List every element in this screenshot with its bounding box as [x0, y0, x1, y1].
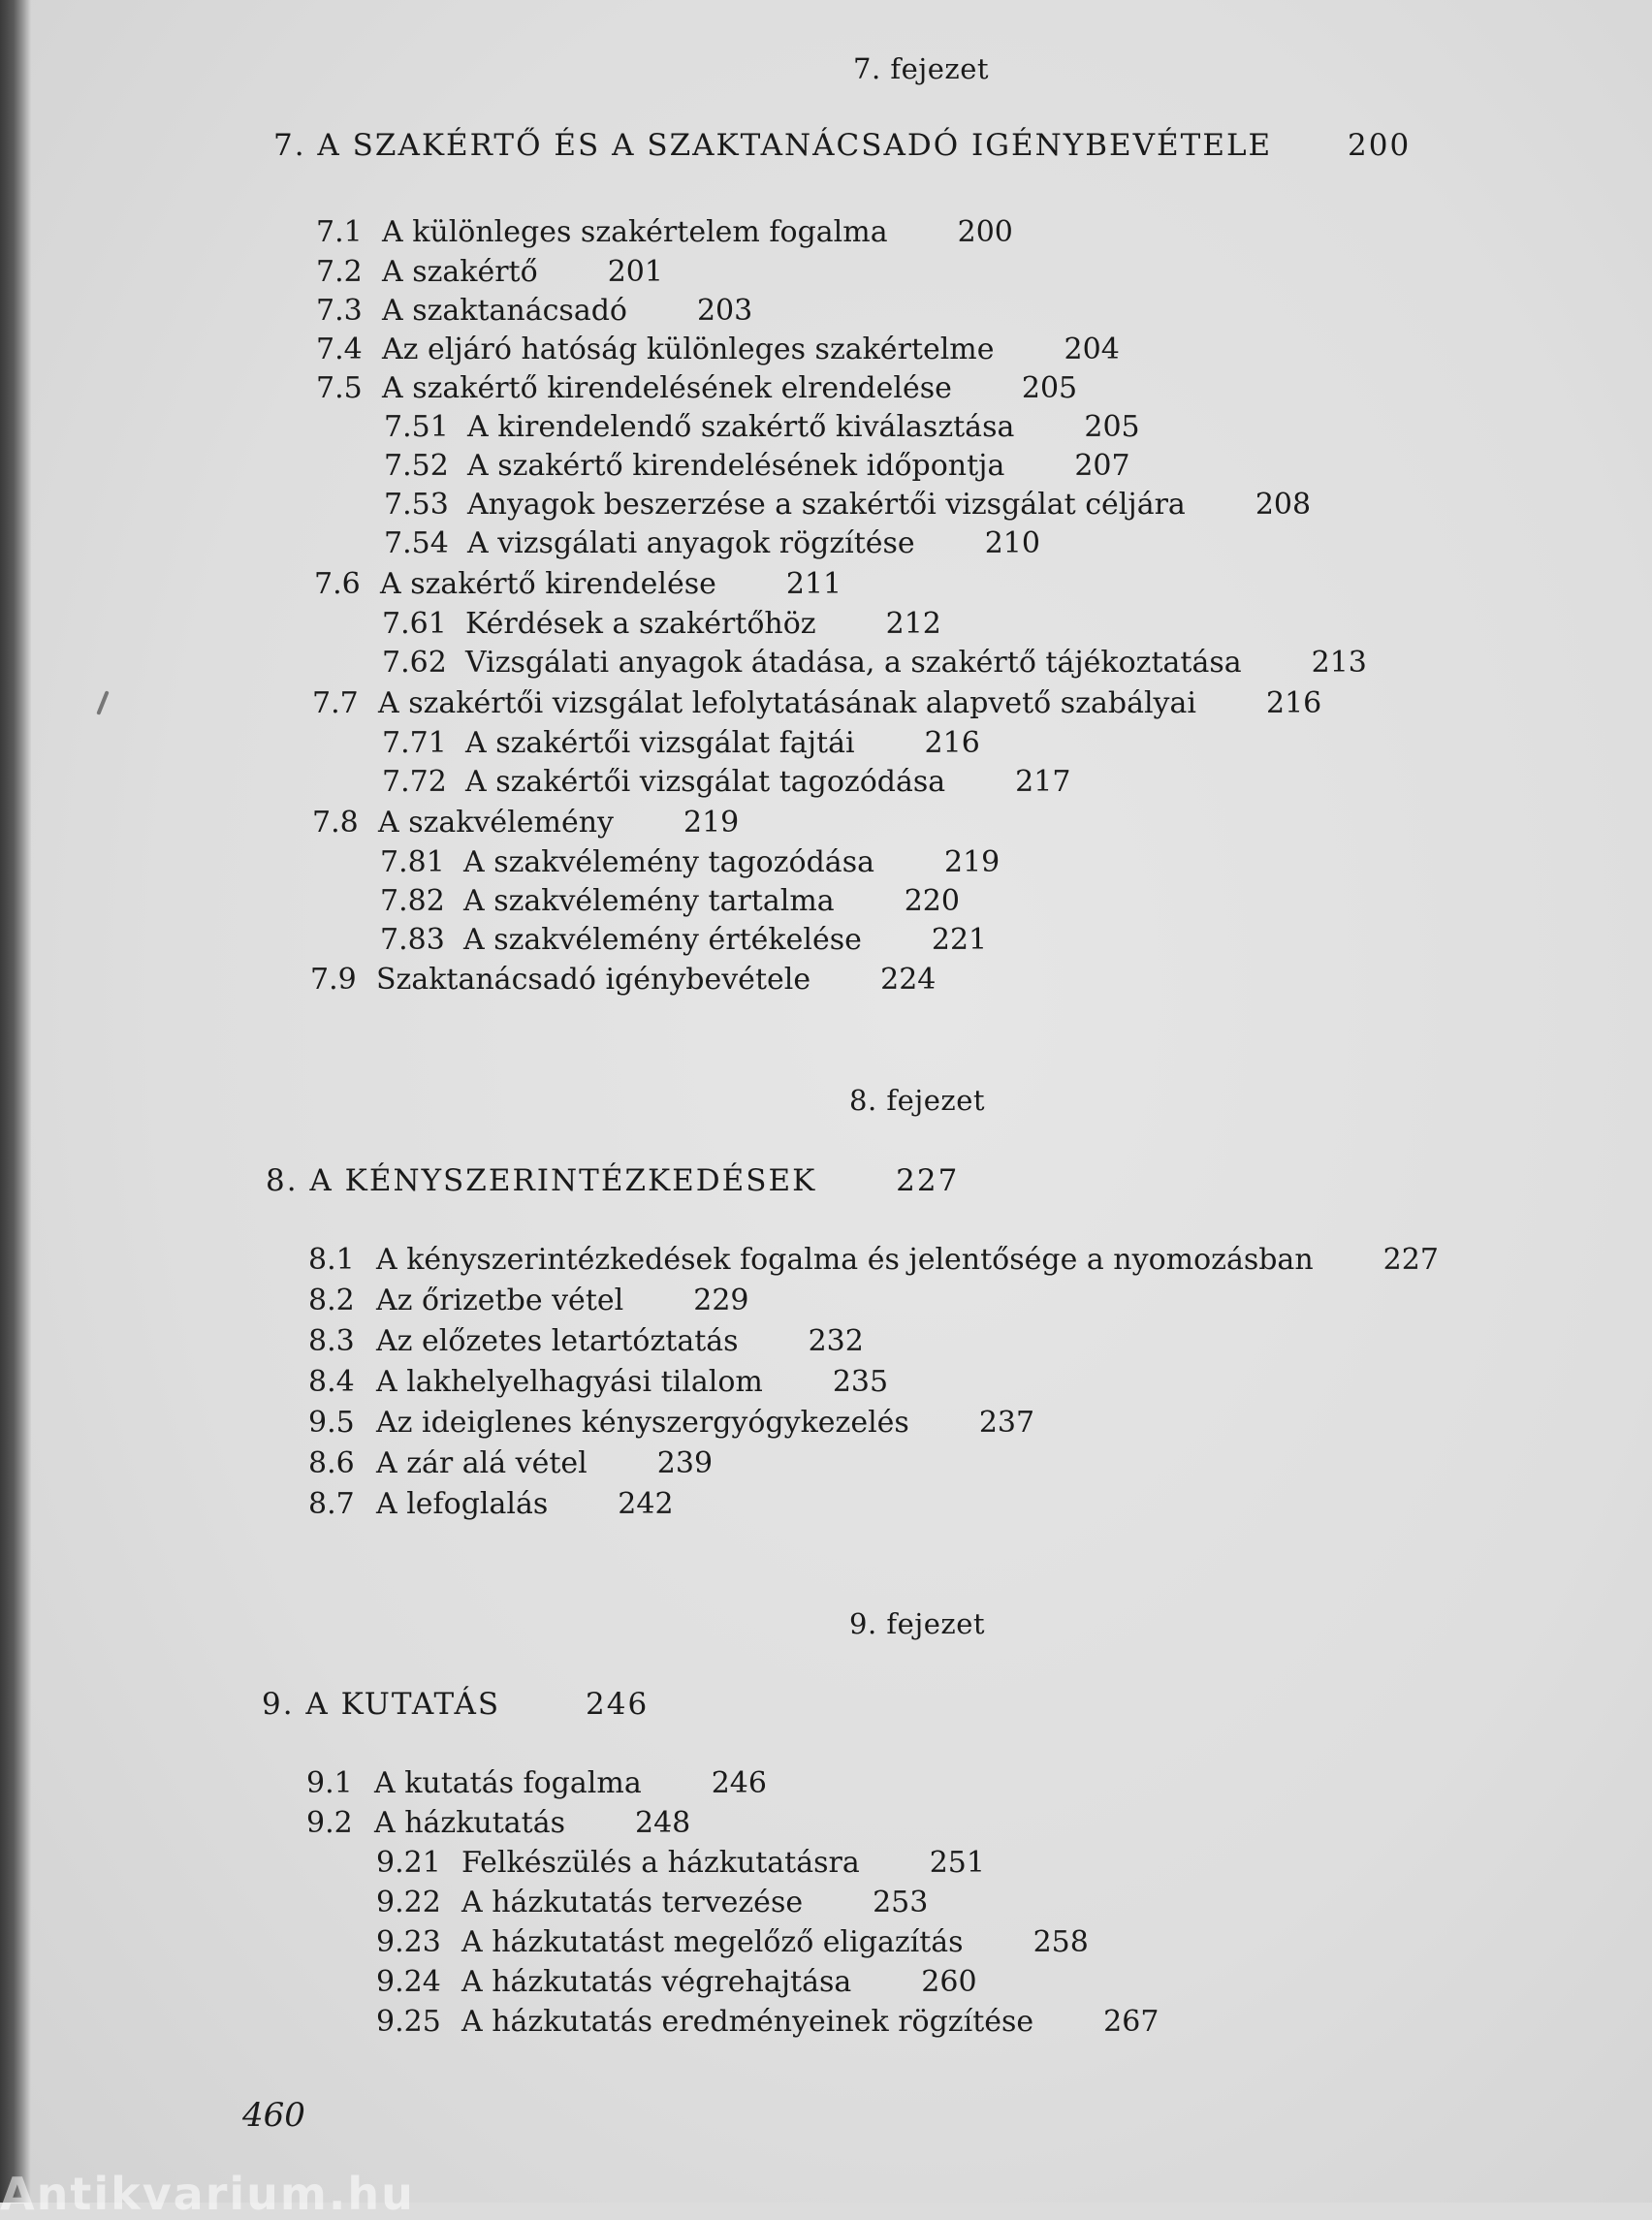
entry-page: 216 — [924, 726, 980, 760]
entry-page: 221 — [931, 923, 988, 957]
entry-title: A szakértői vizsgálat lefolytatásának alapvető szabályai — [378, 686, 1196, 720]
entry-title: A vizsgálati anyagok rögzítése — [467, 526, 915, 560]
entry-page: 212 — [885, 607, 941, 641]
entry-number: 8.3 — [308, 1324, 355, 1358]
entry-number: 7.9 — [310, 963, 357, 997]
entry-number: 9.23 — [376, 1925, 441, 1959]
toc-entry — [314, 567, 842, 601]
entry-page: 200 — [957, 215, 1013, 249]
entry-page: 203 — [696, 294, 753, 328]
toc-entry — [316, 333, 1120, 366]
entry-number: 7.52 — [384, 449, 449, 483]
entry-number: 8.2 — [308, 1284, 355, 1317]
entry-page: 217 — [1015, 765, 1071, 799]
entry-number: 7.7 — [312, 686, 359, 720]
entry-page: 201 — [607, 255, 663, 289]
entry-title: Felkészülés a házkutatásra — [461, 1846, 860, 1880]
toc-subentry — [384, 526, 1040, 560]
toc-entry — [308, 1243, 1439, 1277]
entry-page: 239 — [656, 1446, 714, 1480]
entry-page: 207 — [1074, 449, 1130, 483]
toc-subentry — [380, 884, 960, 918]
entry-number: 9.2 — [306, 1806, 353, 1840]
chapter-title-page: 227 — [896, 1163, 960, 1198]
entry-page: 210 — [984, 526, 1040, 560]
entry-number: 7.54 — [384, 526, 449, 560]
chapter-title — [262, 1687, 649, 1722]
entry-title: A szakvélemény — [378, 806, 614, 840]
entry-number: 9.1 — [306, 1766, 353, 1800]
entry-page: 235 — [832, 1365, 889, 1399]
entry-number: 7.71 — [382, 726, 447, 760]
entry-number: 7.62 — [382, 646, 447, 680]
entry-title: A házkutatás eredményeinek rögzítése — [461, 2005, 1034, 2039]
toc-entry — [312, 686, 1321, 720]
toc-subentry — [382, 726, 980, 760]
entry-title: A különleges szakértelem fogalma — [382, 215, 888, 249]
entry-number: 7.2 — [316, 255, 363, 289]
entry-page: 251 — [929, 1846, 985, 1880]
entry-title: A kirendelendő szakértő kiválasztása — [467, 410, 1015, 444]
entry-title: A szakvélemény tartalma — [463, 884, 835, 918]
toc-subentry — [376, 1965, 977, 1999]
entry-page: 205 — [1021, 371, 1078, 405]
entry-page: 219 — [943, 845, 1001, 879]
entry-number: 8.4 — [308, 1365, 355, 1399]
chapter-label: 8. fejezet — [849, 1084, 986, 1117]
entry-page: 227 — [1382, 1243, 1439, 1277]
entry-page: 232 — [808, 1324, 864, 1358]
toc-subentry — [382, 765, 1070, 799]
entry-number: 7.83 — [380, 923, 445, 957]
entry-number: 7.53 — [384, 488, 449, 522]
entry-number: 9.24 — [376, 1965, 441, 1999]
entry-number: 8.6 — [308, 1446, 355, 1480]
entry-title: Szaktanácsadó igénybevétele — [376, 963, 811, 997]
chapter-title-text: 9. A KUTATÁS — [262, 1687, 501, 1722]
entry-title: A házkutatás végrehajtása — [461, 1965, 852, 1999]
entry-number: 8.1 — [308, 1243, 355, 1277]
entry-page: 224 — [880, 963, 937, 997]
entry-title: A szakvélemény értékelése — [463, 923, 862, 957]
entry-page: 242 — [618, 1487, 674, 1521]
toc-entry — [316, 255, 663, 289]
entry-number: 7.8 — [312, 806, 359, 840]
chapter-label: 7. fejezet — [853, 52, 990, 85]
entry-page: 211 — [785, 567, 842, 601]
entry-title: A lefoglalás — [376, 1487, 549, 1521]
entry-title: Az ideiglenes kényszergyógykezelés — [376, 1406, 909, 1440]
entry-number: 7.72 — [382, 765, 447, 799]
entry-number: 7.4 — [316, 333, 363, 366]
toc-entry — [312, 806, 739, 840]
entry-page: 219 — [683, 806, 740, 840]
toc-entry — [310, 963, 936, 997]
entry-title: A házkutatást megelőző eligazítás — [461, 1925, 964, 1959]
toc-entry — [316, 294, 752, 328]
entry-number: 7.61 — [382, 607, 447, 641]
toc-entry — [308, 1406, 1034, 1440]
toc-entry — [316, 371, 1077, 405]
entry-page: 253 — [873, 1886, 929, 1919]
entry-number: 7.1 — [316, 215, 363, 249]
entry-title: A szakértő — [382, 255, 538, 289]
entry-page: 229 — [693, 1284, 749, 1317]
entry-number: 7.81 — [380, 845, 445, 879]
entry-page: 267 — [1103, 2005, 1160, 2039]
chapter-label: 9. fejezet — [849, 1607, 986, 1640]
chapter-title — [273, 128, 1411, 163]
watermark: Antikvarium.hu — [0, 2168, 415, 2220]
toc-subentry — [376, 1925, 1089, 1959]
entry-title: A házkutatás tervezése — [461, 1886, 804, 1919]
entry-title: A szakértői vizsgálat fajtái — [465, 726, 855, 760]
entry-number: 7.51 — [384, 410, 449, 444]
entry-number: 9.25 — [376, 2005, 441, 2039]
entry-page: 216 — [1265, 686, 1322, 720]
toc-entry — [306, 1766, 767, 1800]
entry-number: 9.21 — [376, 1846, 441, 1880]
entry-title: Kérdések a szakértőhöz — [465, 607, 816, 641]
entry-title: A házkutatás — [374, 1806, 565, 1840]
entry-title: Anyagok beszerzése a szakértői vizsgálat céljára — [467, 488, 1186, 522]
book-spine-shadow — [0, 0, 31, 2203]
chapter-title — [266, 1163, 959, 1198]
toc-subentry — [382, 646, 1367, 680]
entry-title: A kényszerintézkedések fogalma és jelentősége a nyomozásban — [376, 1243, 1314, 1277]
entry-title: A szakértői vizsgálat tagozódása — [465, 765, 946, 799]
entry-title: Az előzetes letartóztatás — [376, 1324, 739, 1358]
entry-page: 248 — [635, 1806, 691, 1840]
toc-entry — [308, 1365, 888, 1399]
entry-title: A szakértő kirendelése — [380, 567, 716, 601]
toc-subentry — [384, 488, 1311, 522]
entry-number: 9.22 — [376, 1886, 441, 1919]
toc-subentry — [384, 410, 1140, 444]
entry-title: A szakvélemény tagozódása — [463, 845, 874, 879]
entry-number: 7.6 — [314, 567, 361, 601]
toc-subentry — [384, 449, 1130, 483]
toc-subentry — [380, 845, 1000, 879]
entry-page: 258 — [1032, 1925, 1089, 1959]
toc-subentry — [376, 1886, 928, 1919]
entry-page: 237 — [978, 1406, 1035, 1440]
entry-title: A kutatás fogalma — [374, 1766, 642, 1800]
toc-entry — [306, 1806, 690, 1840]
entry-page: 260 — [921, 1965, 977, 1999]
entry-number: 8.7 — [308, 1487, 355, 1521]
entry-title: A lakhelyelhagyási tilalom — [376, 1365, 763, 1399]
entry-page: 213 — [1311, 646, 1367, 680]
entry-title: Az őrizetbe vétel — [376, 1284, 624, 1317]
entry-number: 9.5 — [308, 1406, 355, 1440]
entry-page: 220 — [904, 884, 960, 918]
chapter-title-text: 7. A SZAKÉRTŐ ÉS A SZAKTANÁCSADÓ IGÉNYBEVÉTELE — [273, 128, 1273, 163]
toc-subentry — [376, 2005, 1159, 2039]
toc-entry — [316, 215, 1013, 249]
entry-page: 246 — [711, 1766, 767, 1800]
toc-subentry — [376, 1846, 985, 1880]
entry-number: 7.82 — [380, 884, 445, 918]
entry-number: 7.5 — [316, 371, 363, 405]
entry-title: Az eljáró hatóság különleges szakértelme — [382, 333, 995, 366]
toc-entry — [308, 1324, 864, 1358]
entry-title: A zár alá vétel — [376, 1446, 588, 1480]
toc-entry — [308, 1487, 674, 1521]
entry-title: A szakértő kirendelésének időpontja — [467, 449, 1005, 483]
chapter-title-page: 246 — [586, 1687, 650, 1722]
toc-entry — [308, 1446, 713, 1480]
entry-title: Vizsgálati anyagok átadása, a szakértő tájékoztatása — [465, 646, 1242, 680]
chapter-title-page: 200 — [1348, 128, 1412, 163]
chapter-title-text: 8. A KÉNYSZERINTÉZKEDÉSEK — [266, 1163, 817, 1198]
entry-page: 205 — [1084, 410, 1140, 444]
page-number: 460 — [242, 2096, 305, 2135]
toc-subentry — [380, 923, 987, 957]
entry-page: 204 — [1064, 333, 1120, 366]
toc-subentry — [382, 607, 941, 641]
entry-title: A szaktanácsadó — [382, 294, 627, 328]
toc-entry — [308, 1284, 749, 1317]
entry-title: A szakértő kirendelésének elrendelése — [382, 371, 952, 405]
entry-page: 208 — [1255, 488, 1312, 522]
entry-number: 7.3 — [316, 294, 363, 328]
